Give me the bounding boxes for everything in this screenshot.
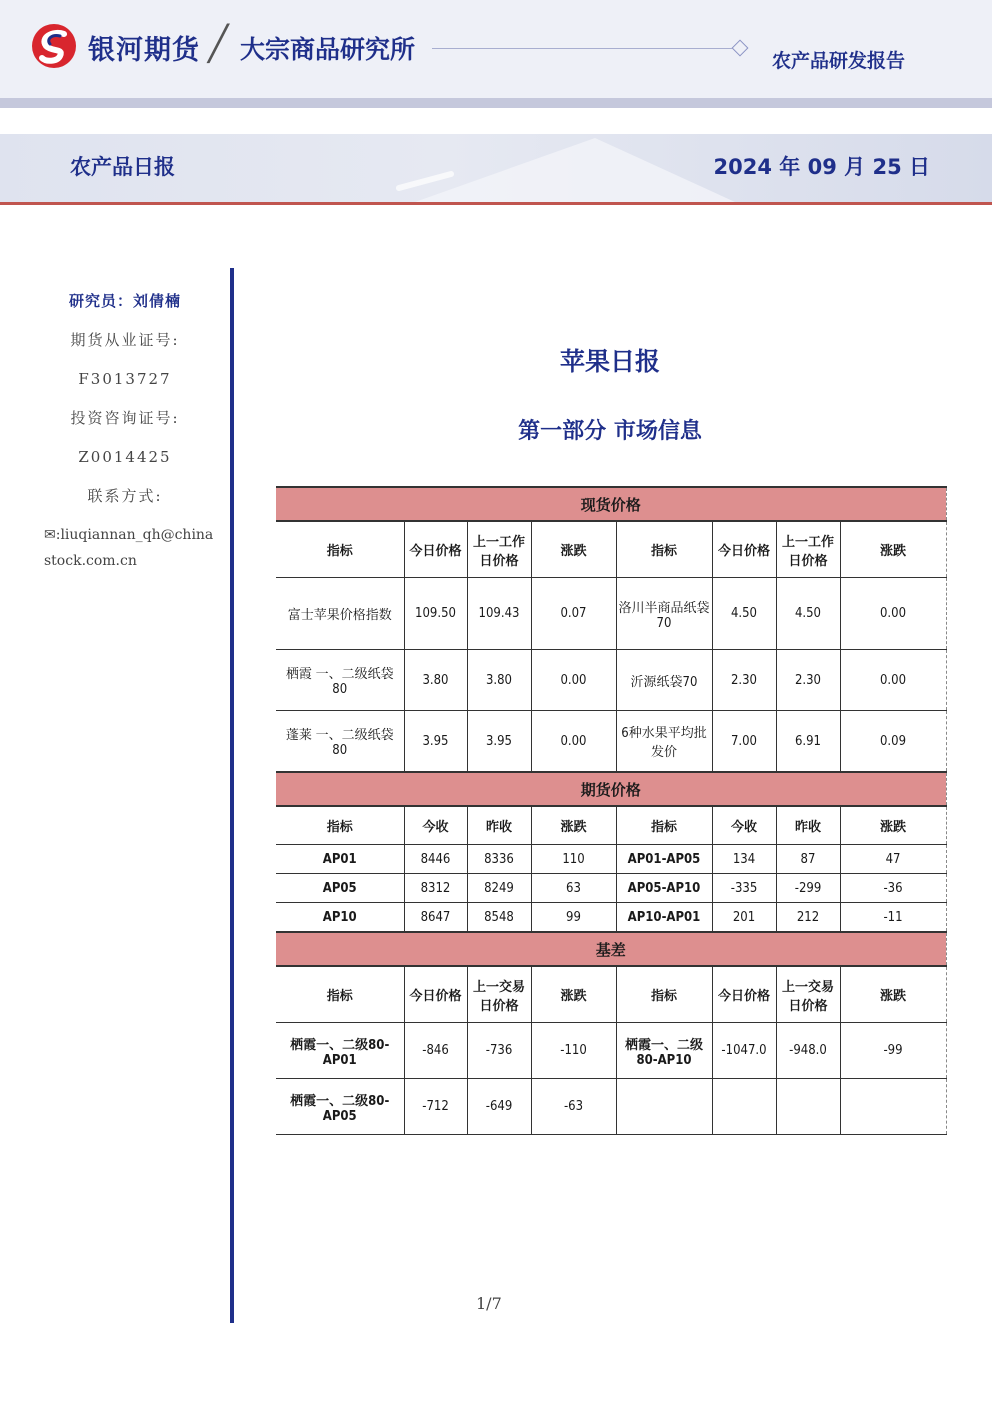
header-stripe: [0, 98, 992, 108]
table-cell: 8548: [467, 903, 531, 933]
author-sidebar: [30, 288, 220, 574]
table-header: 指标: [276, 521, 404, 578]
table-header: 涨跌: [840, 806, 946, 845]
table-cell: 0.00: [840, 650, 946, 711]
table-cell: -36: [840, 874, 946, 903]
table-cell: -299: [776, 874, 840, 903]
table-cell: 6种水果平均批发价: [616, 711, 712, 773]
table-header: 指标: [616, 806, 712, 845]
table-cell: 63: [531, 874, 616, 903]
table-header: 涨跌: [531, 521, 616, 578]
table-cell: AP10-AP01: [616, 903, 712, 933]
table-cell: 2.30: [712, 650, 776, 711]
brand-name: 银河期货: [88, 35, 200, 66]
spot-section-title: 现货价格: [276, 487, 946, 521]
table-cell: 201: [712, 903, 776, 933]
table-header: 今收: [404, 806, 467, 845]
basis-section-title: 基差: [276, 932, 946, 966]
table-cell: AP05-AP10: [616, 874, 712, 903]
table-row: [276, 578, 946, 650]
table-header: 昨收: [776, 806, 840, 845]
table-cell: -99: [840, 1023, 946, 1079]
table-cell: [840, 1079, 946, 1135]
table-cell: 3.95: [404, 711, 467, 773]
table-cell: 8446: [404, 845, 467, 874]
table-header: 今日价格: [404, 521, 467, 578]
table-cell: 8249: [467, 874, 531, 903]
table-cell: 0.09: [840, 711, 946, 773]
table-header: 涨跌: [840, 966, 946, 1023]
sidebar-divider: [230, 268, 234, 1323]
table-cell: 134: [712, 845, 776, 874]
document-title: 苹果日报: [559, 347, 660, 376]
report-type: 农产品研发报告: [772, 50, 906, 72]
table-cell: [712, 1079, 776, 1135]
table-header: 上一交易日价格: [467, 966, 531, 1023]
table-row: [276, 1023, 946, 1079]
table-cell: 3.95: [467, 711, 531, 773]
report-date: 2024 年 09 月 25 日: [713, 155, 930, 179]
table-cell: -736: [467, 1023, 531, 1079]
table-header: 上一工作日价格: [467, 521, 531, 578]
galaxy-futures-logo-icon: [30, 22, 78, 70]
daily-report-title: 农产品日报: [70, 155, 175, 179]
table-cell: -11: [840, 903, 946, 933]
basis-section-row: [276, 932, 946, 966]
table-cell: 栖霞 一、二级纸袋 80: [276, 650, 404, 711]
table-cell: -110: [531, 1023, 616, 1079]
market-info-table: [276, 486, 947, 1135]
table-cell: 110: [531, 845, 616, 874]
table-cell: -846: [404, 1023, 467, 1079]
contact-email[interactable]: [30, 522, 220, 574]
table-header: 指标: [276, 966, 404, 1023]
table-row: [276, 1079, 946, 1135]
futures-header-row: [276, 806, 946, 845]
table-cell: 2.30: [776, 650, 840, 711]
table-cell: -948.0: [776, 1023, 840, 1079]
table-row: [276, 845, 946, 874]
header-slash: ╱: [208, 24, 229, 64]
table-cell: 0.00: [531, 711, 616, 773]
advisory-cert-label: 投资咨询证号:: [70, 409, 180, 427]
table-header: 今日价格: [712, 521, 776, 578]
band-underline: [0, 202, 992, 205]
spot-section-row: [276, 487, 946, 521]
table-header: 涨跌: [531, 966, 616, 1023]
table-header: 指标: [276, 806, 404, 845]
table-cell: 富士苹果价格指数: [276, 578, 404, 650]
table-cell: AP01: [276, 845, 404, 874]
table-cell: -335: [712, 874, 776, 903]
table-cell: 8647: [404, 903, 467, 933]
table-row: [276, 874, 946, 903]
table-header: 今日价格: [712, 966, 776, 1023]
table-cell: 4.50: [776, 578, 840, 650]
table-header: 指标: [616, 966, 712, 1023]
table-header: 上一工作日价格: [776, 521, 840, 578]
futures-section-row: [276, 772, 946, 806]
table-cell: AP05: [276, 874, 404, 903]
table-row: [276, 650, 946, 711]
table-cell: -1047.0: [712, 1023, 776, 1079]
table-cell: 3.80: [467, 650, 531, 711]
table-header: 今日价格: [404, 966, 467, 1023]
futures-cert-label: 期货从业证号:: [70, 331, 180, 349]
basis-header-row: [276, 966, 946, 1023]
table-header: 涨跌: [531, 806, 616, 845]
table-cell: 47: [840, 845, 946, 874]
table-cell: -649: [467, 1079, 531, 1135]
table-cell: 109.43: [467, 578, 531, 650]
header-deco-line: [432, 48, 732, 49]
table-cell: 沂源纸袋70: [616, 650, 712, 711]
table-cell: 栖霞一、二级80-AP05: [276, 1079, 404, 1135]
table-cell: AP01-AP05: [616, 845, 712, 874]
futures-cert-number: F3013727: [78, 370, 172, 388]
section-title: 第一部分 市场信息: [518, 419, 702, 444]
table-header: 指标: [616, 521, 712, 578]
futures-section-title: 期货价格: [276, 772, 946, 806]
table-cell: 87: [776, 845, 840, 874]
table-cell: [776, 1079, 840, 1135]
table-cell: 0.00: [531, 650, 616, 711]
table-header: 上一交易日价格: [776, 966, 840, 1023]
table-cell: 0.00: [840, 578, 946, 650]
table-cell: 8336: [467, 845, 531, 874]
table-cell: -63: [531, 1079, 616, 1135]
email-address[interactable]: :liuqiannan_qh@chinastock.com.cn: [44, 527, 214, 569]
table-cell: -712: [404, 1079, 467, 1135]
contact-label: 联系方式:: [87, 487, 163, 505]
table-cell: 3.80: [404, 650, 467, 711]
researcher-name: 研究员：刘倩楠: [68, 292, 181, 310]
table-cell: AP10: [276, 903, 404, 933]
table-header: 涨跌: [840, 521, 946, 578]
email-icon: ✉: [44, 527, 56, 543]
table-cell: 栖霞一、二级80-AP01: [276, 1023, 404, 1079]
table-header: 昨收: [467, 806, 531, 845]
table-cell: 洛川半商品纸袋70: [616, 578, 712, 650]
table-row: [276, 903, 946, 933]
table-cell: 7.00: [712, 711, 776, 773]
spot-header-row: [276, 521, 946, 578]
table-cell: 栖霞一、二级80-AP10: [616, 1023, 712, 1079]
band-decoration-icon: [395, 138, 735, 202]
table-cell: 4.50: [712, 578, 776, 650]
table-cell: [616, 1079, 712, 1135]
table-cell: 0.07: [531, 578, 616, 650]
table-cell: 8312: [404, 874, 467, 903]
table-header: 今收: [712, 806, 776, 845]
advisory-cert-number: Z0014425: [78, 448, 172, 466]
institute-name: 大宗商品研究所: [240, 35, 416, 64]
table-cell: 109.50: [404, 578, 467, 650]
table-cell: 6.91: [776, 711, 840, 773]
table-cell: 212: [776, 903, 840, 933]
table-cell: 99: [531, 903, 616, 933]
table-row: [276, 711, 946, 773]
page-number: 1/7: [476, 1294, 502, 1313]
table-cell: 蓬莱 一、二级纸袋 80: [276, 711, 404, 773]
